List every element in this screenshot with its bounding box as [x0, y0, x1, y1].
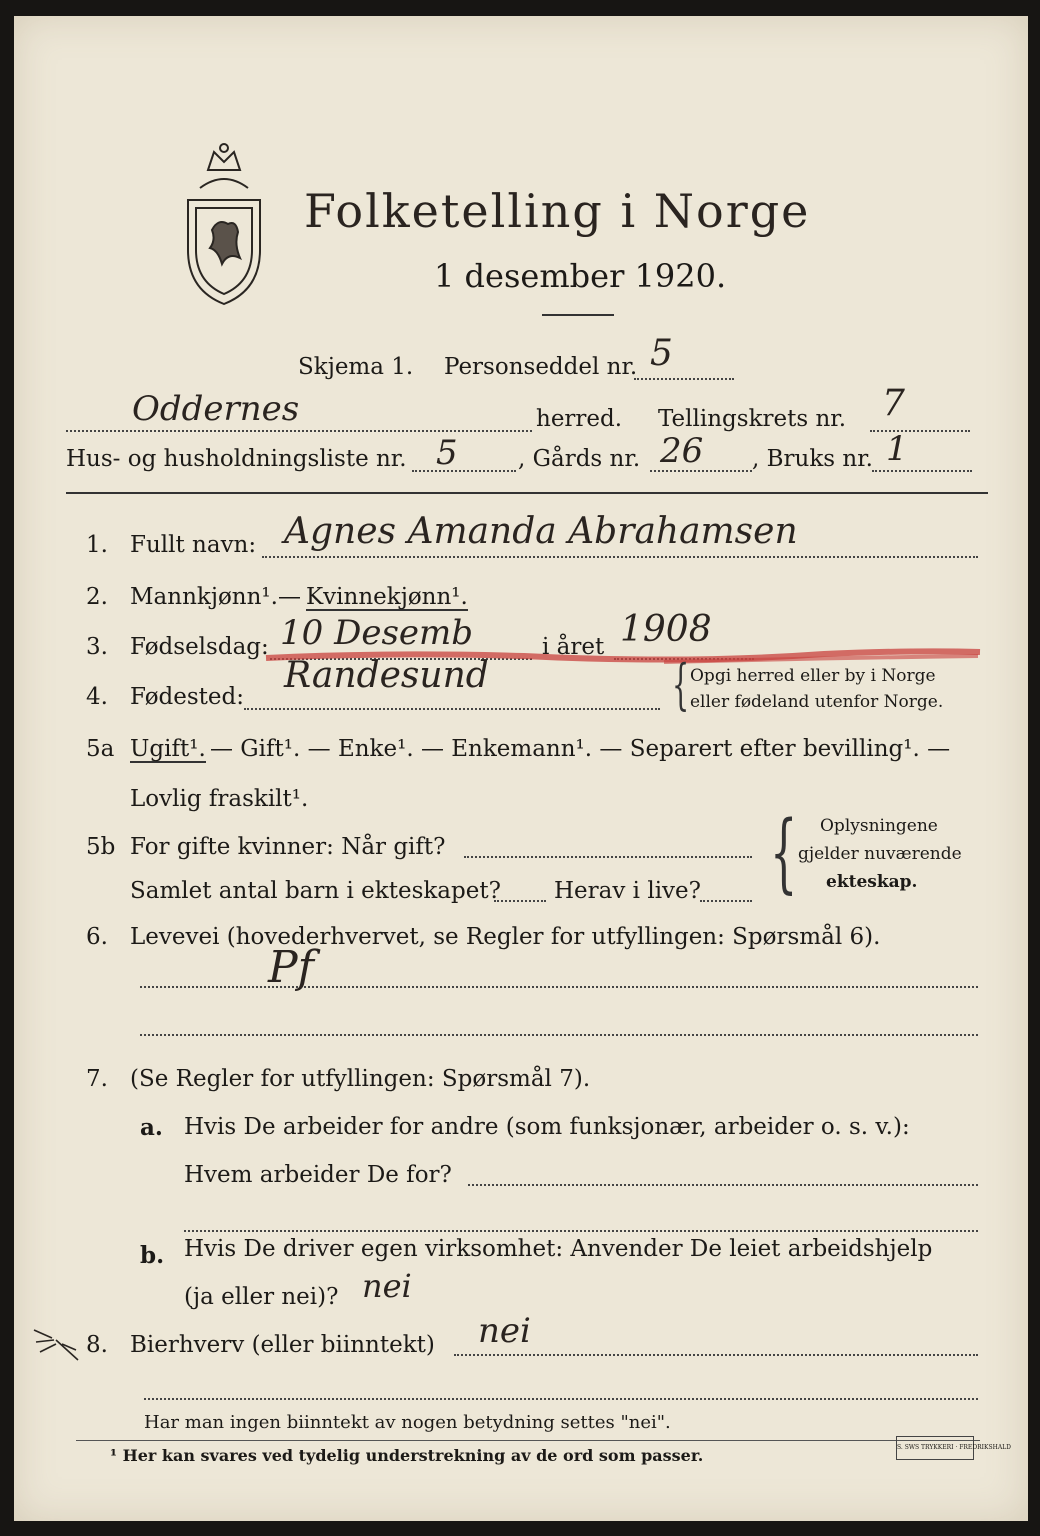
q5b-line1: For gifte kvinner: Når gift? — [130, 834, 446, 860]
q5b-brace: { — [770, 803, 798, 903]
footer-divider — [76, 1440, 980, 1441]
coat-of-arms-icon — [178, 140, 270, 308]
title-divider — [542, 314, 614, 316]
margin-mark-icon — [32, 1320, 84, 1364]
bruks-field[interactable] — [872, 470, 972, 472]
q7-number: 7. — [86, 1066, 108, 1092]
q1-label: Fullt navn: — [130, 532, 257, 558]
q5a-ugift[interactable]: Ugift¹. — [130, 736, 206, 762]
q8-number: 8. — [86, 1332, 108, 1358]
bruks-label: , Bruks nr. — [752, 446, 873, 472]
husliste-label: Hus- og husholdningsliste nr. — [66, 446, 407, 472]
footer-note: Har man ingen biinntekt av nogen betydning settes "nei". — [144, 1412, 671, 1433]
printer-stamp: S. SWS TRYKKERI · FREDRIKSHALD — [896, 1436, 974, 1460]
form-title: Folketelling i Norge — [304, 184, 811, 238]
q2-dash: — — [278, 584, 301, 610]
q6-field-1[interactable] — [140, 986, 978, 988]
q5b-when-field[interactable] — [464, 856, 752, 858]
q6-number: 6. — [86, 924, 108, 950]
q5a-number: 5a — [86, 736, 115, 762]
q5b-children-field[interactable] — [494, 900, 546, 902]
q7a-letter: a. — [140, 1114, 163, 1141]
q5a-line2: Lovlig fraskilt¹. — [130, 786, 309, 812]
q7b-letter: b. — [140, 1242, 165, 1269]
tellingskrets-field[interactable] — [870, 430, 970, 432]
q3-label: Fødselsdag: — [130, 634, 269, 660]
q4-number: 4. — [86, 684, 108, 710]
q7b-line1: Hvis De driver egen virksomhet: Anvender De leiet arbeidshjelp — [184, 1236, 933, 1262]
q3-number: 3. — [86, 634, 108, 660]
q2-number: 2. — [86, 584, 108, 610]
husliste-field[interactable] — [412, 470, 516, 472]
husliste-value: 5 — [436, 433, 458, 473]
q3-year-label: i året — [542, 634, 605, 660]
schema-label: Skjema 1. — [298, 354, 414, 380]
herred-field[interactable] — [66, 430, 532, 432]
header-divider — [66, 492, 988, 494]
q2-male: Mannkjønn¹. — [130, 584, 278, 610]
q6-field-2[interactable] — [140, 1034, 978, 1036]
q2-female[interactable]: Kvinnekjønn¹. — [306, 584, 468, 610]
q1-number: 1. — [86, 532, 108, 558]
q7a-field-1[interactable] — [468, 1184, 978, 1186]
q6-label: Levevei (hovederhvervet, se Regler for utfyllingen: Spørsmål 6). — [130, 924, 881, 950]
personseddel-label: Personseddel nr. — [444, 354, 638, 380]
personseddel-value: 5 — [650, 333, 673, 374]
q1-value: Agnes Amanda Abrahamsen — [284, 511, 798, 552]
q8-value: nei — [478, 1311, 531, 1351]
q5a-options: — Gift¹. — Enke¹. — Enkemann¹. — Separert efter bevilling¹. — — [210, 736, 951, 762]
q3-year-value: 1908 — [620, 609, 712, 650]
q7a-field-2[interactable] — [184, 1230, 978, 1232]
tellingskrets-label: Tellingskrets nr. — [658, 406, 847, 432]
q4-value: Randesund — [284, 655, 489, 696]
q6-value: Pf — [268, 942, 314, 993]
q7a-line1: Hvis De arbeider for andre (som funksjonær, arbeider o. s. v.): — [184, 1114, 910, 1140]
q3-day-value: 10 Desemb — [280, 613, 474, 653]
footnote: ¹ Her kan svares ved tydelig understrekning av de ord som passer. — [110, 1446, 704, 1465]
q5b-note-1: Oplysningene — [820, 816, 938, 836]
q7b-value: nei — [362, 1267, 412, 1305]
q7a-line2: Hvem arbeider De for? — [184, 1162, 452, 1188]
q4-field[interactable] — [244, 708, 660, 710]
q7b-line2: (ja eller nei)? — [184, 1284, 339, 1310]
gards-value: 26 — [660, 431, 704, 471]
q5b-number: 5b — [86, 834, 116, 860]
q5b-children-label: Samlet antal barn i ekteskapet? — [130, 878, 501, 904]
tellingskrets-value: 7 — [882, 383, 905, 424]
q4-note-2: eller fødeland utenfor Norge. — [690, 692, 944, 712]
q7-label: (Se Regler for utfyllingen: Spørsmål 7). — [130, 1066, 591, 1092]
q4-note-1: Opgi herred eller by i Norge — [690, 666, 936, 686]
q8-field-2[interactable] — [144, 1398, 978, 1400]
q5b-alive-label: Herav i live? — [554, 878, 701, 904]
q8-field-1[interactable] — [454, 1354, 978, 1356]
gards-label: , Gårds nr. — [518, 446, 641, 472]
herred-value: Oddernes — [132, 389, 300, 429]
census-form — [14, 16, 1028, 1521]
q8-label: Bierhverv (eller biinntekt) — [130, 1332, 435, 1358]
q5b-note-2: gjelder nuværende — [798, 844, 962, 864]
form-date: 1 desember 1920. — [434, 257, 727, 295]
personseddel-field[interactable] — [634, 378, 734, 380]
q4-brace: { — [672, 653, 690, 716]
q5b-note-3: ekteskap. — [826, 872, 918, 892]
q5b-alive-field[interactable] — [700, 900, 752, 902]
q4-label: Fødested: — [130, 684, 245, 710]
q1-field[interactable] — [262, 556, 978, 558]
bruks-value: 1 — [886, 429, 908, 469]
herred-label: herred. — [536, 406, 623, 432]
